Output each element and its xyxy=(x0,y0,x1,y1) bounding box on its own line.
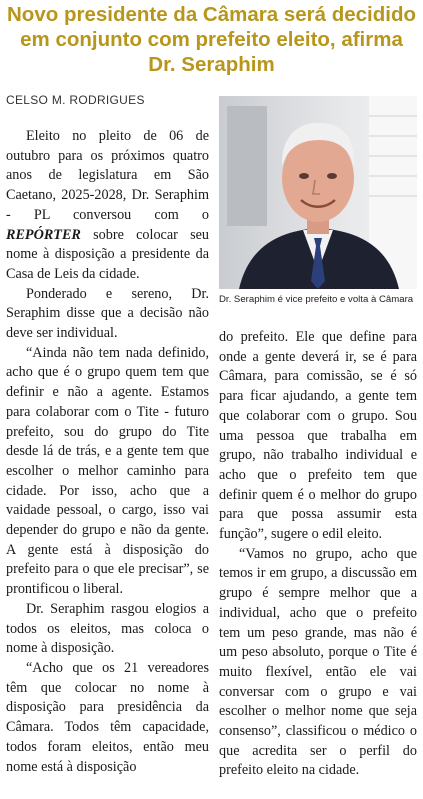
newspaper-name: REPÓRTER xyxy=(6,226,81,243)
paragraph: “Vamos no grupo, acho que temos ir em grupo, a discussão em grupo é sempre melhor que a individual, acho que o prefeito tem um peso grande, mas não é um peso absoluto, porque o Tite é muito flexível, então ele vai conversar com o grupo e vai escolher o melhor nome que seja consenso”, classificou o médico o que acredita ser o perfil do prefeito eleito na cidade. xyxy=(219,545,417,779)
portrait-illustration xyxy=(219,96,417,289)
paragraph-text: Eleito no pleito de 06 de outubro para os próximos quatro anos de legislatura em São Caetano, 2025-2028, Dr. Seraphim - PL conversou com o xyxy=(6,128,209,223)
paragraph: Dr. Seraphim rasgou elogios a todos os eleitos, mas coloca o nome à disposição. xyxy=(6,600,209,657)
paragraph: “Acho que os 21 vereadores têm que colocar no nome à disposição para presidência da Câmara. Todos têm capacidade, todos foram eleitos, então meu nome está à disposição xyxy=(6,659,209,775)
paragraph: Ponderado e sereno, Dr. Seraphim disse que a decisão não deve ser individual. xyxy=(6,285,209,342)
paragraph: “Ainda não tem nada definido, acho que é o grupo quem tem que definir e não a agente. Estamos para colaborar com o Tite - futuro prefeito, sou do grupo do Tite desde lá de trás, e a gente tem que escolher o melhor caminho para cidade. Por isso, acho que a vaidade pessoal, o cargo, isso vai depender do grupo e não da gente. A gente está à disposição do prefeito para o que ele precisar”, se prontificou o liberal. xyxy=(6,344,209,598)
byline: CELSO M. RODRIGUES xyxy=(6,93,145,107)
paragraph xyxy=(6,127,209,285)
paragraph: do prefeito. Ele que define para onde a gente deverá ir, se é para Câmara, para comissão, se é só para ficar ajudando, a gente tem que colaborar com o grupo. Sou uma pessoa que trabalha em grupo, não trabalho individual e acho que o prefeito tem que definir quem é o melhor do grupo para que possa assumir esta função”, sugere o edil eleito. xyxy=(219,329,417,543)
portrait-photo xyxy=(219,96,417,289)
photo-caption: Dr. Seraphim é vice prefeito e volta à Câmara xyxy=(219,294,414,305)
paragraph-text: sobre colocar seu nome à disposição a presidente da Casa de Leis da cidade. xyxy=(6,226,209,282)
article-column-right xyxy=(219,328,417,781)
headline: Novo presidente da Câmara será decidido em conjunto com prefeito eleito, afirma Dr. Seraphim xyxy=(7,3,416,76)
article-column-left xyxy=(6,127,209,777)
